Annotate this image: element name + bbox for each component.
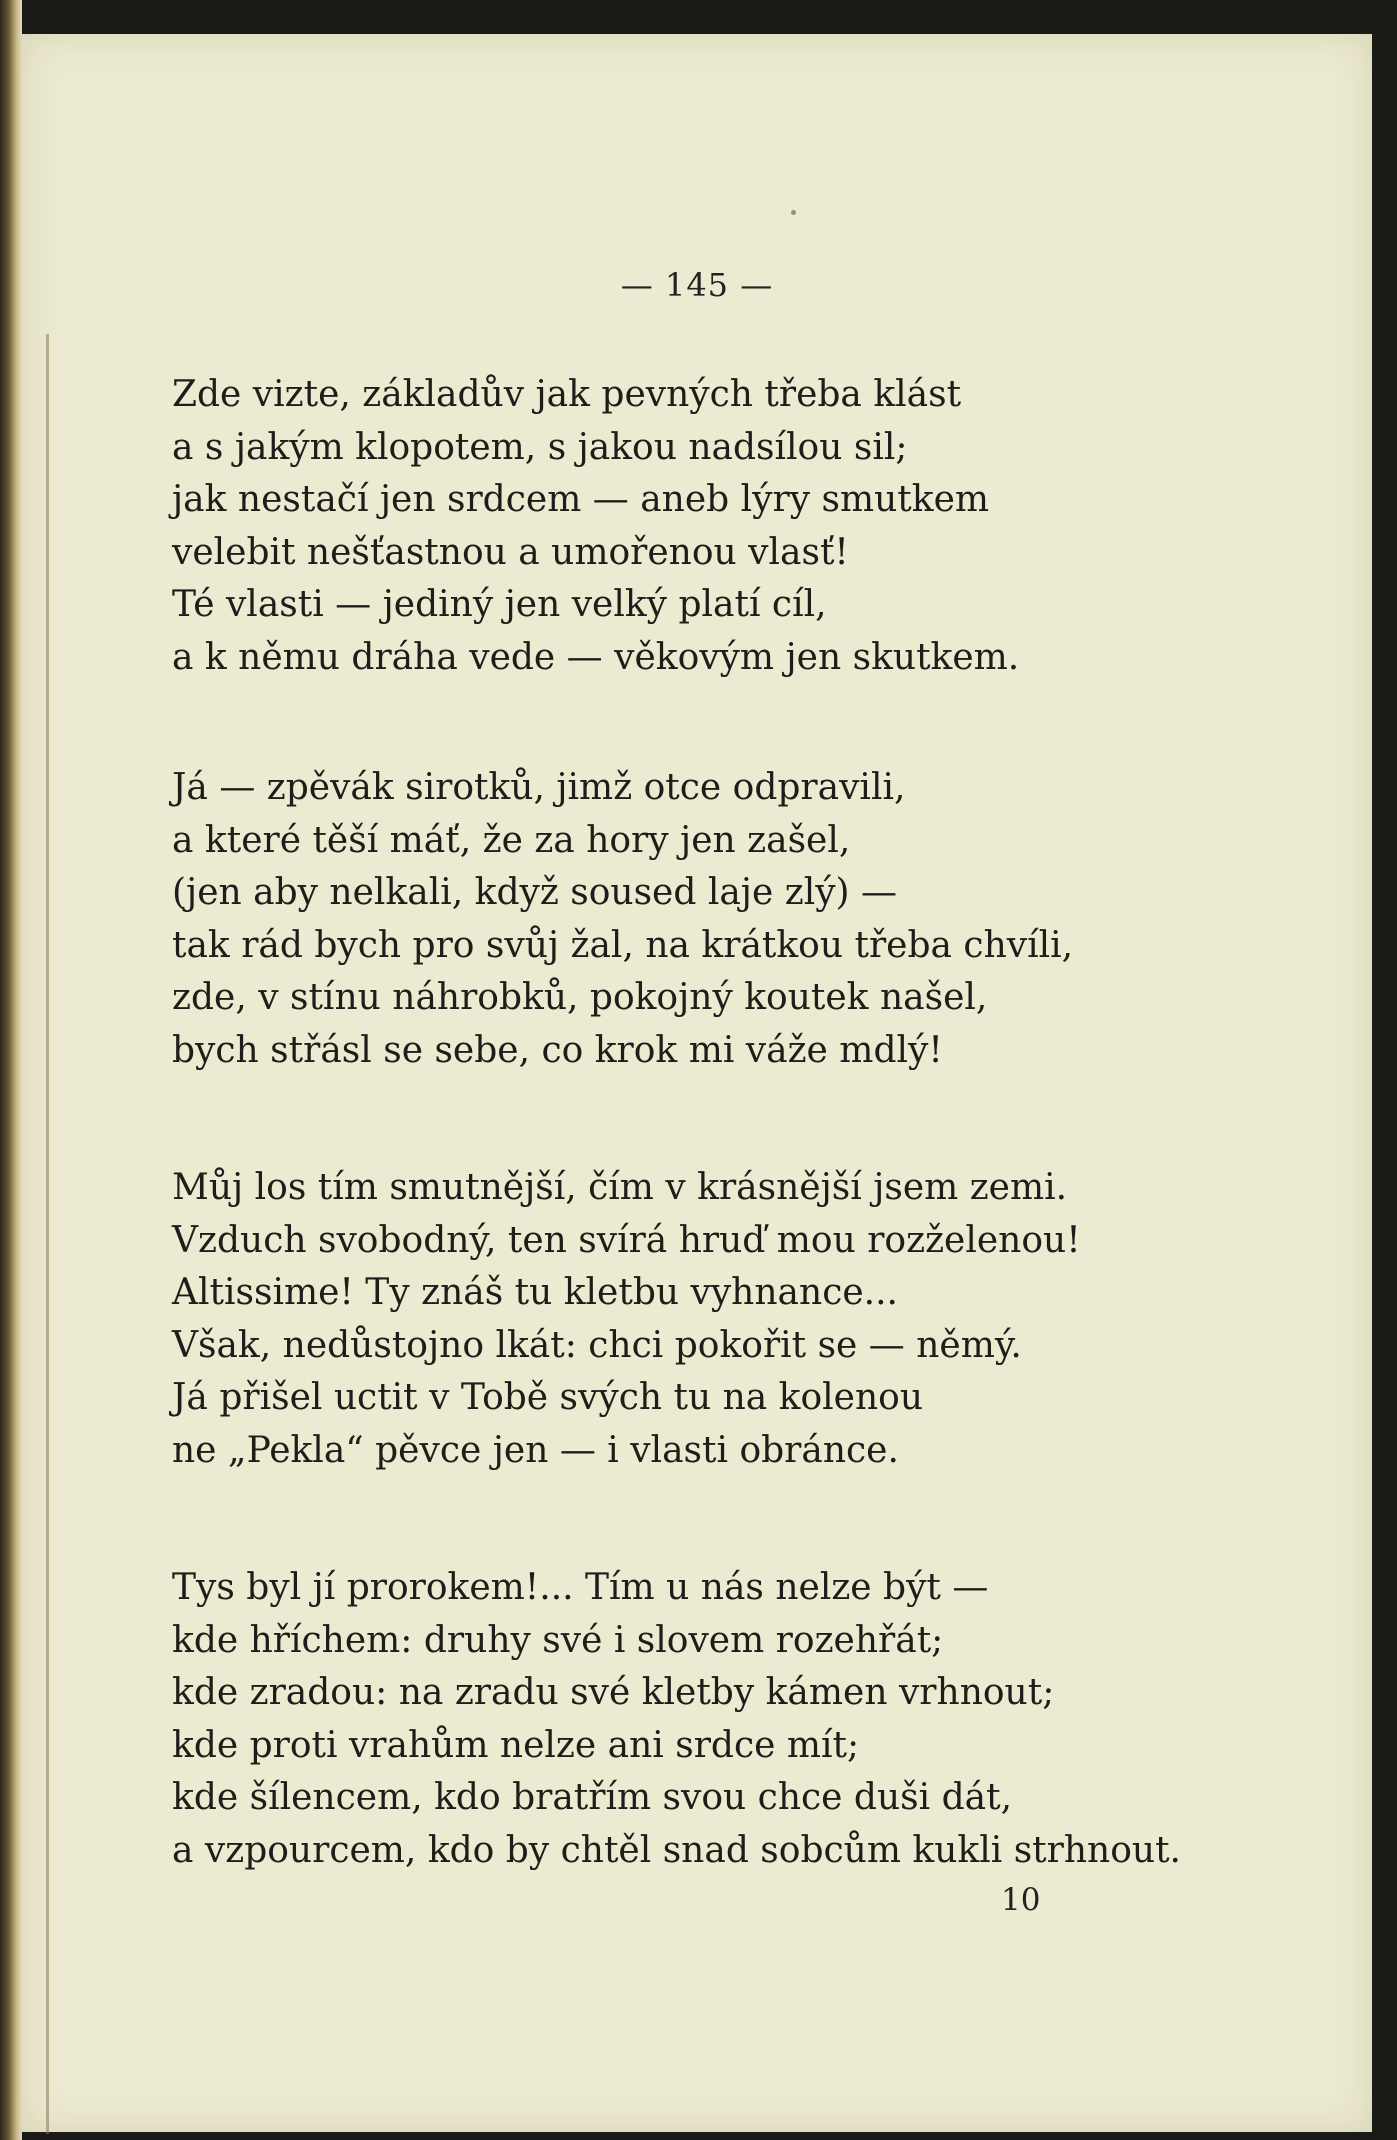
verse-line: ne „Pekla“ pěvce jen — i vlasti obránce. (172, 1429, 899, 1471)
paper-speck (791, 210, 796, 215)
verse-line: Té vlasti — jediný jen velký platí cíl, (172, 584, 827, 625)
verse-line: jak nestačí jen srdcem — aneb lýry smutkem (172, 479, 990, 520)
signature-mark: 10 (1001, 1882, 1041, 1918)
verse-line: zde, v stínu náhrobků, pokojný koutek našel, (172, 977, 988, 1018)
verse-line: Já přišel uctit v Tobě svých tu na kolenou (172, 1377, 924, 1418)
verse-line: (jen aby nelkali, když soused laje zlý) — (172, 872, 898, 913)
verse-line: Já — zpěvák sirotků, jimž otce odpravili, (172, 767, 906, 808)
verse-line: Můj los tím smutnější, čím v krásnější jsem zemi. (172, 1167, 1068, 1208)
verse-line: velebit nešťastnou a umořenou vlasť! (172, 531, 849, 573)
verse-line: kde proti vrahům nelze ani srdce mít; (172, 1724, 860, 1766)
verse-line: kde šílencem, kdo bratřím svou chce duši dát, (172, 1777, 1013, 1818)
page-number: — 145 — (620, 266, 774, 304)
verse-line: Altissime! Ty znáš tu kletbu vyhnance... (172, 1272, 898, 1313)
verse-line: Zde vizte, základův jak pevných třeba klást (172, 374, 962, 415)
verse-line: Tys byl jí prorokem!... Tím u nás nelze být — (172, 1567, 989, 1608)
verse-line: a které těší máť, že za hory jen zašel, (172, 819, 851, 861)
stanza-3 (172, 1162, 1172, 1477)
verse-line: tak rád bych pro svůj žal, na krátkou třeba chvíli, (172, 924, 1074, 966)
verse-line: Vzduch svobodný, ten svírá hruď mou rozželenou! (172, 1219, 1081, 1261)
verse-line: Však, nedůstojno lkát: chci pokořit se — němý. (172, 1324, 1022, 1366)
verse-line: a vzpourcem, kdo by chtěl snad sobcům kukli strhnout. (172, 1829, 1182, 1871)
verse-line: bych střásl se sebe, co krok mi váže mdlý! (172, 1029, 943, 1071)
verse-line: a s jakým klopotem, s jakou nadsílou sil; (172, 426, 908, 468)
stanza-1 (172, 369, 1172, 684)
book-gutter (0, 0, 22, 2140)
stanza-2 (172, 762, 1172, 1077)
verse-line: kde hříchem: druhy své i slovem rozehřát; (172, 1619, 944, 1661)
verse-line: a k němu dráha vede — věkovým jen skutkem. (172, 636, 1020, 678)
book-page (22, 34, 1372, 2132)
fold-shadow (46, 334, 49, 2134)
verse-line: kde zradou: na zradu své kletby kámen vrhnout; (172, 1672, 1055, 1713)
stanza-4 (172, 1562, 1182, 1877)
